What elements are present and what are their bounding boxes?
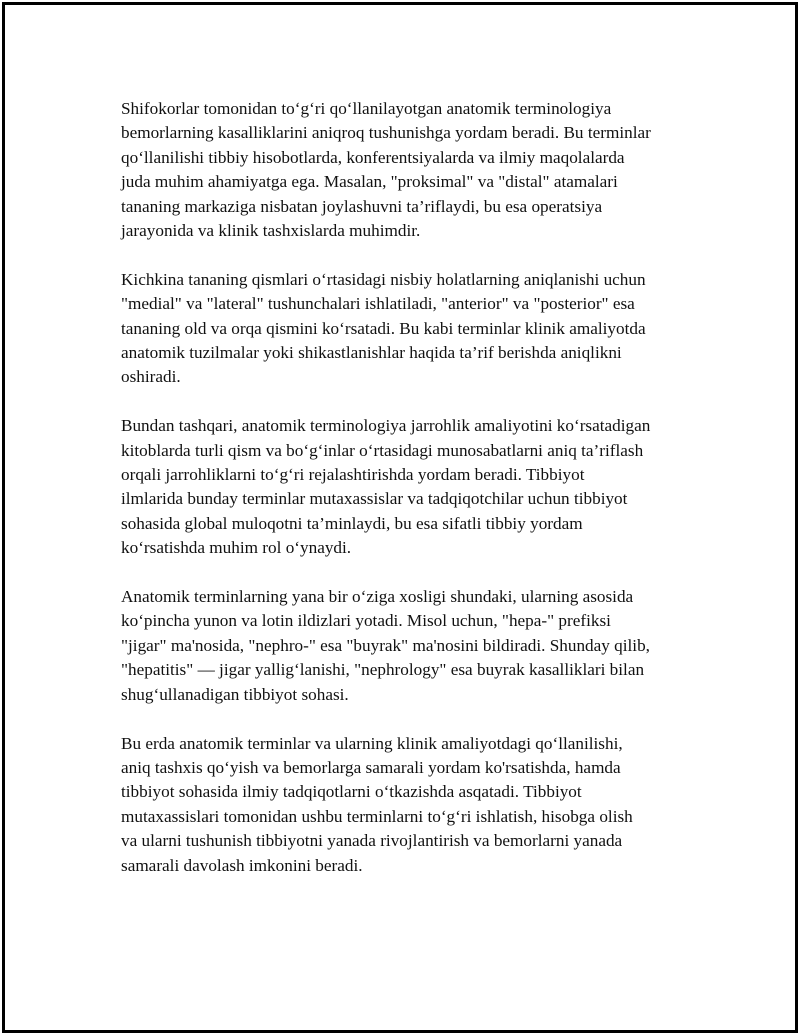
document-page <box>2 2 798 1033</box>
paragraph-3: Bundan tashqari, anatomik terminologiya jarrohlik amaliyotini ko‘rsatadigan kitoblarda turli qism va bo‘g‘inlar o‘rtasidagi munosabatlarni aniq ta’riflash orqali jarrohliklarni to‘g‘ri rejalashtirishda yordam beradi. Tibbiyot ilmlarida bunday terminlar mutaxassislar va tadqiqotchilar uchun tibbiyot sohasida global muloqotni ta’minlaydi, bu esa sifatli tibbiy yordam ko‘rsatishda muhim rol o‘ynaydi. <box>121 416 651 558</box>
paragraph-5: Bu erda anatomik terminlar va ularning klinik amaliyotdagi qo‘llanilishi, aniq tashxis qo‘yish va bemorlarga samarali yordam ko'rsatishda, hamda tibbiyot sohasida ilmiy tadqiqotlarni o‘tkazishda asqatadi. Tibbiyot mutaxassislari tomonidan ushbu terminlarni to‘g‘ri ishlatish, hisobga olish va ularni tushunish tibbiyotni yanada rivojlantirish va bemorlarni yanada samarali davolash imkonini beradi. <box>121 733 633 875</box>
paragraph-4: Anatomik terminlarning yana bir o‘ziga xosligi shundaki, ularning asosida ko‘pincha yunon va lotin ildizlari yotadi. Misol uchun, "hepa-" prefiksi "jigar" ma'nosida, "nephro-" esa "buyrak" ma'nosini bildiradi. Shunday qilib, "hepatitis" — jigar yallig‘lanishi, "nephrology" esa buyrak kasalliklari bilan shug‘ullanadigan tibbiyot sohasi. <box>121 587 650 704</box>
document-body <box>121 97 701 902</box>
paragraph-2: Kichkina tananing qismlari o‘rtasidagi nisbiy holatlarning aniqlanishi uchun "medial" va "lateral" tushunchalari ishlatiladi, "anterior" va "posterior" esa tananing old va orqa qismini ko‘rsatadi. Bu kabi terminlar klinik amaliyotda anatomik tuzilmalar yoki shikastlanishlar haqida ta’rif berishda aniqlikni oshiradi. <box>121 269 646 387</box>
paragraph-1: Shifokorlar tomonidan to‘g‘ri qo‘llanilayotgan anatomik terminologiya bemorlarning kasalliklarini aniqroq tushunishga yordam beradi. Bu terminlar qo‘llanilishi tibbiy hisobotlarda, konferentsiyalarda va ilmiy maqolalarda juda muhim ahamiyatga ega. Masalan, "proksimal" va "distal" atamalari tananing markaziga nisbatan joylashuvni ta’riflaydi, bu esa operatsiya jarayonida va klinik tashxislarda muhimdir. <box>121 99 651 241</box>
